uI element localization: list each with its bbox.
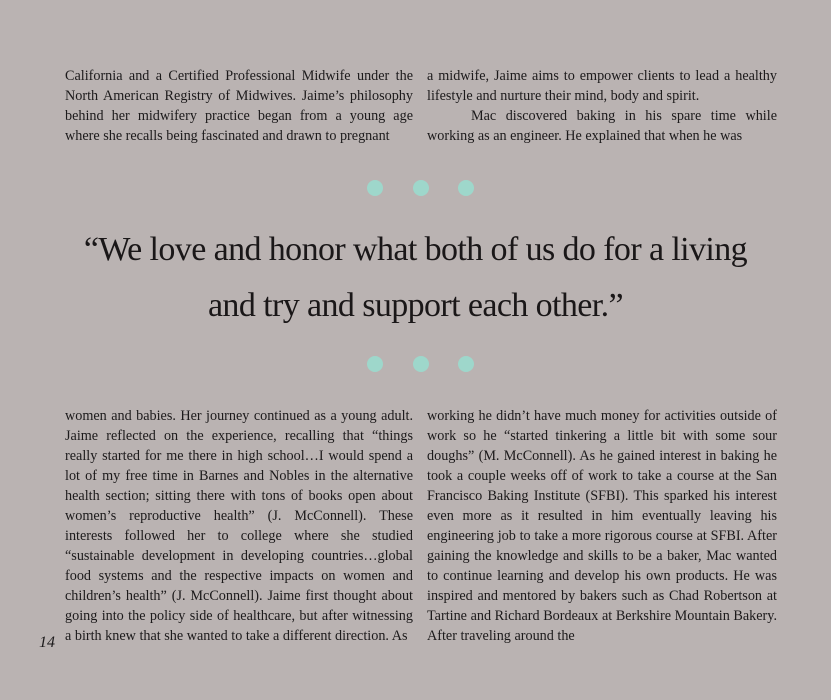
decorative-dots-bottom	[0, 356, 831, 374]
dot-ornament	[458, 356, 474, 372]
dot-ornament	[367, 356, 383, 372]
pull-quote-line: “We love and honor what both of us do for a living	[83, 231, 748, 268]
paragraph: a midwife, Jaime aims to empower clients to lead a healthy lifestyle and nurture their mind, body and spirit.	[427, 68, 777, 104]
dot-ornament	[413, 180, 429, 196]
pull-quote	[40, 222, 791, 334]
body-text-column-bottom-right	[427, 406, 777, 646]
body-text-column-top-right	[427, 66, 777, 146]
paragraph: working he didn’t have much money for activities outside of work so he “started tinkering a little bit with some sour doughs” (M. McConnell). As he gained interest in baking he took a couple weeks off of work to take a course at the San Francisco Baking Institute (SFBI). This sparked his interest even more as it resulted in him eventually leaving his engineering job to take a more rigorous course at SFBI. After gaining the knowledge and skills to be a baker, Mac wanted to continue learning and develop his own products. He was inspired and mentored by bakers such as Chad Robertson at Tartine and Richard Bordeaux at Berkshire Mountain Bakery. After traveling around the	[427, 408, 777, 644]
body-text-column-top-left	[65, 66, 413, 146]
page-number: 14	[39, 634, 55, 651]
paragraph: California and a Certified Professional Midwife under the North American Registry of Midwives. Jaime’s philosophy behind her midwifery practice began from a young age where she recalls being fascinated and drawn to pregnant	[65, 68, 413, 144]
dot-ornament	[458, 180, 474, 196]
decorative-dots-top	[0, 180, 831, 198]
paragraph: Mac discovered baking in his spare time while working as an engineer. He explained that when he was	[427, 108, 777, 144]
pull-quote-line: and try and support each other.”	[207, 287, 624, 324]
body-text-column-bottom-left	[65, 406, 413, 646]
dot-ornament	[413, 356, 429, 372]
dot-ornament	[367, 180, 383, 196]
paragraph: women and babies. Her journey continued as a young adult. Jaime reflected on the experience, recalling that “things really started for me there in high school…I would spend a lot of my free time in Barnes and Nobles in the alternative health section; sitting there with tons of books open about women’s reproductive health” (J. McConnell). These interests followed her to college where she studied “sustainable development in developing countries…global food systems and the respective impacts on women and children’s health” (J. McConnell). Jaime first thought about going into the policy side of healthcare, but after witnessing a birth knew that she wanted to take a different direction. As	[65, 408, 413, 644]
